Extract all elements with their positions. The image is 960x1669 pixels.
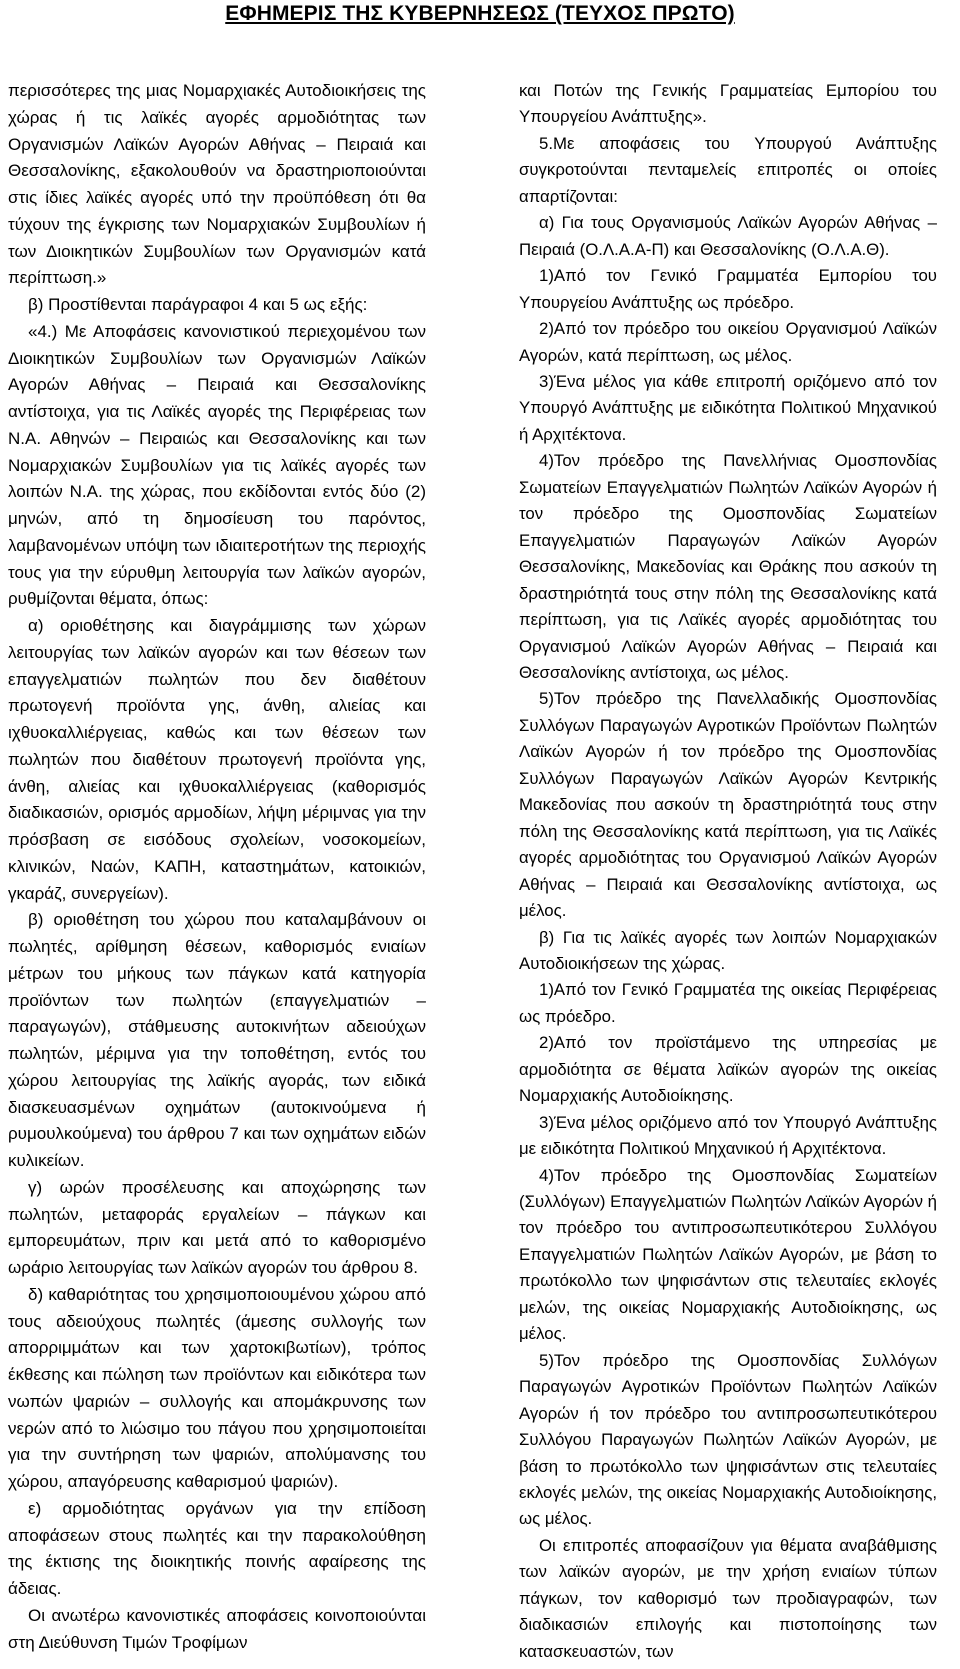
paragraph: 5)Τον πρόεδρο της Πανελλαδικής Ομοσπονδίας Συλλόγων Παραγωγών Αγροτικών Προϊόντων Πωλητών Λαϊκών Αγορών ή τον πρόεδρο της Ομοσπονδίας Συλλόγων Παραγωγών Λαϊκών Αγορών Κεντρικής Μακεδονίας που ασκούν τη δραστηριότητά τους στην πόλη της Θεσσαλονίκης κατά περίπτωση, για τις Λαϊκές αγορές αρμοδιότητας του Οργανισμού Λαϊκών Αγορών Αθήνας – Πειραιά και Θεσσαλονίκης αντίστοιχα, ως μέλος.: [519, 689, 937, 921]
paragraph: 4)Τον πρόεδρο της Ομοσπονδίας Σωματείων (Συλλόγων) Επαγγελματιών Πωλητών Λαϊκών Αγορών ή τον πρόεδρο του αντιπροσωπευτικότερου Συλλόγου Επαγγελματιών Πωλητών Λαϊκών Αγορών, με βάση το πρωτόκολλο των ψηφισάντων στις τελευταίες εκλογές μελών, της οικείας Νομαρχιακής Αυτοδιοίκησης, ως μέλος.: [519, 1165, 937, 1344]
right-column: [519, 78, 937, 1665]
paragraph: 2)Από τον προϊστάμενο της υπηρεσίας με αρμοδιότητα σε θέματα λαϊκών αγορών της οικείας Νομαρχιακής Αυτοδιοίκησης.: [519, 1033, 937, 1106]
paragraph: δ) καθαριότητας του χρησιμοποιουμένου χώρου από τους αδειούχους πωλητές (άμεσης συλλογής των απορριμμάτων και των χαρτοκιβωτίων), τρόπος έκθεσης και πώληση των προϊόντων και ειδικότερα των νωπών ψαριών – συλλογής και απομάκρυνσης των νερών από το λιώσιμο του πάγου που χρησιμοποιείται για την συντήρηση των ψαριών, απολύμανσης του χώρου, απαγόρευσης καθαρισμού ψαριών).: [8, 1284, 426, 1491]
paragraph: 1)Από τον Γενικό Γραμματέα της οικείας Περιφέρειας ως πρόεδρο.: [519, 980, 937, 1026]
paragraph: β) Για τις λαϊκές αγορές των λοιπών Νομαρχιακών Αυτοδιοικήσεων της χώρας.: [519, 927, 937, 973]
paragraph: ε) αρμοδιότητας οργάνων για την επίδοση αποφάσεων στους πωλητές και την παρακολούθηση της έκτισης της διοικητικής ποινής αφαίρεσης της άδειας.: [8, 1498, 426, 1598]
paragraph: «4.) Με Αποφάσεις κανονιστικού περιεχομένου των Διοικητικών Συμβουλίων των Οργανισμών Λαϊκών Αγορών Αθήνας – Πειραιά και Θεσσαλονίκης αντίστοιχα, για τις Λαϊκές αγορές της Περιφέρειας των Ν.Α. Αθηνών – Πειραιώς και Θεσσαλονίκης και των Νομαρχιακών Συμβουλίων για τις λαϊκές αγορές των λοιπών Ν.Α. της χώρας, που εκδίδονται εντός δύο (2) μηνών, από τη δημοσίευση του παρόντος, λαμβανομένων υπόψη των ιδιαιτεροτήτων της περιοχής τους για την εύρυθμη λειτουργία των λαϊκών αγορών, ρυθμίζονται θέματα, όπως:: [8, 321, 426, 609]
paragraph: β) Προστίθενται παράγραφοι 4 και 5 ως εξής:: [28, 295, 368, 314]
left-column: [8, 78, 426, 1656]
paragraph: 5.Με αποφάσεις του Υπουργού Ανάπτυξης συγκροτούνται πενταμελείς επιτροπές οι οποίες απαρτίζονται:: [519, 133, 937, 206]
page-header: [0, 0, 960, 26]
paragraph: 3)Ένα μέλος οριζόμενο από τον Υπουργό Ανάπτυξης με ειδικότητα Πολιτικού Μηχανικού ή Αρχιτέκτονα.: [519, 1112, 937, 1159]
paragraph: α) Για τους Οργανισμούς Λαϊκών Αγορών Αθήνας – Πειραιά (Ο.Λ.Α.Α-Π) και Θεσσαλονίκης (Ο.Λ.Α.Θ).: [519, 213, 937, 259]
paragraph: 5)Τον πρόεδρο της Ομοσπονδίας Συλλόγων Παραγωγών Αγροτικών Προϊόντων Πωλητών Λαϊκών Αγορών ή τον πρόεδρο του αντιπροσωπευτικότερου Συλλόγου Παραγωγών Πωλητών Λαϊκών Αγορών, με βάση το πρωτόκολλο των ψηφισάντων στις τελευταίες εκλογές μελών, της οικείας Νομαρχιακής Αυτοδιοίκησης, ως μέλος.: [519, 1350, 937, 1529]
paragraph: και Ποτών της Γενικής Γραμματείας Εμπορίου του Υπουργείου Ανάπτυξης».: [519, 81, 937, 127]
paragraph: 4)Τον πρόεδρο της Πανελλήνιας Ομοσπονδίας Σωματείων Επαγγελματιών Πωλητών Λαϊκών Αγορών ή τον πρόεδρο της Ομοσπονδίας Σωματείων Επαγγελματιών Παραγωγών Λαϊκών Αγορών Θεσσαλονίκης, Μακεδονίας και Θράκης που ασκούν τη δραστηριότητά τους στην πόλη της Θεσσαλονίκης κατά περίπτωση, για τις Λαϊκές αγορές αρμοδιότητας του Οργανισμού Λαϊκών Αγορών Αθήνας – Πειραιά και Θεσσαλονίκης αντίστοιχα, ως μέλος.: [519, 451, 937, 682]
paragraph: περισσότερες της μιας Νομαρχιακές Αυτοδιοικήσεις της χώρας ή τις λαϊκές αγορές αρμοδιότητας των Οργανισμών Λαϊκών Αγορών Αθήνας – Πειραιά και Θεσσαλονίκης, εξακολουθούν να δραστηριοποιούνται στις ίδιες λαϊκές αγορές υπό την προϋπόθεση ότι θα τύχουν της έγκρισης των Νομαρχιακών Συμβουλίων ή των Διοικητικών Συμβουλίων των Οργανισμών κατά περίπτωση.»: [8, 81, 426, 288]
paragraph: Οι ανωτέρω κανονιστικές αποφάσεις κοινοποιούνται στη Διεύθυνση Τιμών Τροφίμων: [8, 1605, 426, 1652]
paragraph: Οι επιτροπές αποφασίζουν για θέματα αναβάθμισης των λαϊκών αγορών, με την χρήση ενιαίων τύπων πάγκων, τον καθορισμό των προδιαγραφών, των διαδικασιών επιλογής και πιστοποίησης των κατασκευαστών, των: [519, 1535, 937, 1661]
paragraph: 1)Από τον Γενικό Γραμματέα Εμπορίου του Υπουργείου Ανάπτυξης ως πρόεδρο.: [519, 266, 937, 312]
paragraph: γ) ωρών προσέλευσης και αποχώρησης των πωλητών, μεταφοράς εργαλείων – πάγκων και εμπορευμάτων, πριν και μετά από το καθορισμένο ωράριο λειτουργίας των λαϊκών αγορών του άρθρου 8.: [8, 1177, 426, 1277]
paragraph: α) οριοθέτησης και διαγράμμισης των χώρων λειτουργίας των λαϊκών αγορών και των θέσεων των επαγγελματιών πωλητών που δεν διαθέτουν πρωτογενή προϊόντα γης, άνθη, αλιείας και ιχθυοκαλλιέργειας, καθώς και των θέσεων των πωλητών που διαθέτουν πρωτογενή προϊόντα γης, άνθη, αλιείας και ιχθυοκαλλιέργειας (καθορισμός διαδικασιών, ορισμός αρμοδίων, λήψη μέριμνας για την πρόσβαση σε εισόδους σχολείων, νοσοκομείων, κλινικών, Ναών, ΚΑΠΗ, καταστημάτων, κατοικιών, γκαράζ, συνεργείων).: [8, 616, 426, 903]
paragraph: 3)Ένα μέλος για κάθε επιτροπή οριζόμενο από τον Υπουργό Ανάπτυξης με ειδικότητα Πολιτικού Μηχανικού ή Αρχιτέκτονα.: [519, 371, 937, 444]
gazette-title: ΕΦΗΜΕΡΙΣ ΤΗΣ ΚΥΒΕΡΝΗΣΕΩΣ (ΤΕΥΧΟΣ ΠΡΩΤΟ): [225, 2, 735, 25]
paragraph: 2)Από τον πρόεδρο του οικείου Οργανισμού Λαϊκών Αγορών, κατά περίπτωση, ως μέλος.: [519, 319, 937, 365]
paragraph: β) οριοθέτηση του χώρου που καταλαμβάνουν οι πωλητές, αρίθμηση θέσεων, καθορισμός ενιαίων μέτρων του μήκους των πάγκων κατά κατηγορία προϊόντων των πωλητών (επαγγελματιών – παραγωγών), στάθμευσης αυτοκινήτων αδειούχων πωλητών, μέριμνα για την τοποθέτηση, εντός του χώρου λειτουργίας της λαϊκής αγοράς, των ειδικά διασκευασμένων οχημάτων (αυτοκινούμενα ή ρυμουλκούμενα) του άρθρου 7 και των οχημάτων ειδών κυλικείων.: [8, 910, 426, 1170]
